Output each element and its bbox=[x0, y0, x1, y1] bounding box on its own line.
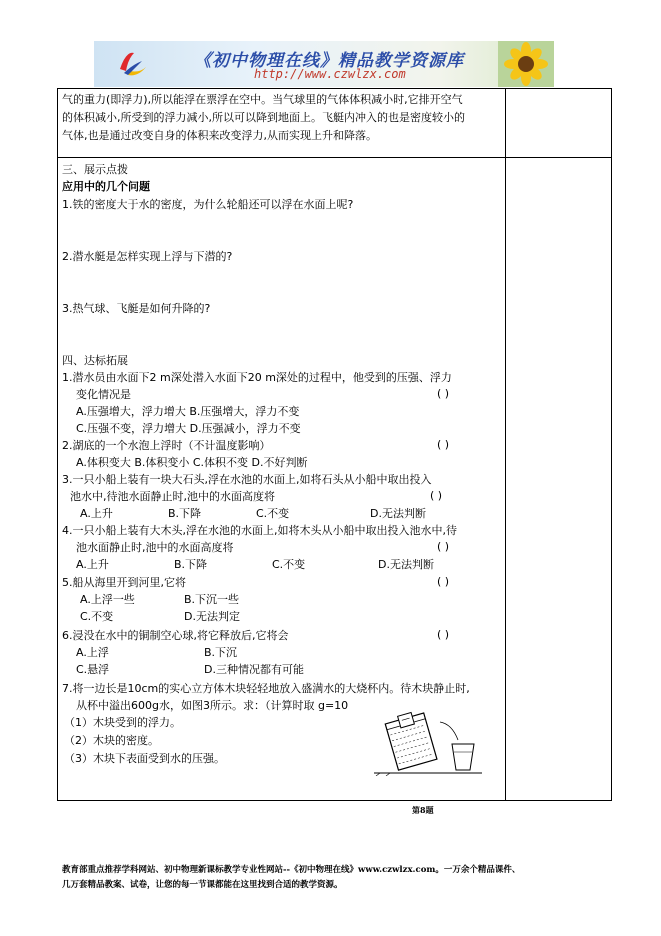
problem-1-options: C.压强不变，浮力增大 D.压强减小，浮力不变 bbox=[76, 422, 301, 435]
problem-4-text: 池水面静止时,池中的水面高度将 bbox=[76, 541, 234, 554]
intro-line: 气的重力(即浮力),所以能浮在票浮在空中。当气球里的气体体积减小时,它排开空气 bbox=[62, 93, 463, 106]
problem-7-subquestion: （3）木块下表面受到水的压强。 bbox=[64, 752, 225, 765]
problem-7-text: 7.将一边长是10cm的实心立方体木块轻轻地放入盛满水的大烧杯内。待木块静止时, bbox=[62, 682, 470, 695]
question-3: 3.热气球、飞艇是如何升降的? bbox=[62, 302, 211, 315]
section3-heading: 三、展示点拨 bbox=[62, 163, 128, 176]
beaker-figure bbox=[370, 700, 490, 776]
intro-line: 的体积减小,所受到的浮力减小,所以可以降到地面上。飞艇内冲入的也是密度较小的 bbox=[62, 111, 465, 124]
intro-line: 气体,也是通过改变自身的体积来改变浮力,从而实现上升和降落。 bbox=[62, 129, 377, 142]
answer-blank: ( ) bbox=[437, 438, 450, 451]
option-a: A.上浮 bbox=[76, 646, 109, 659]
section3-subheading: 应用中的几个问题 bbox=[62, 180, 150, 193]
section4-heading: 四、达标拓展 bbox=[62, 354, 128, 367]
column-divider bbox=[505, 88, 506, 801]
sunflower-icon bbox=[498, 41, 554, 87]
answer-blank: ( ) bbox=[437, 628, 450, 641]
problem-1-text: 1.潜水员由水面下2 m深处潜入水面下20 m深处的过程中，他受到的压强、浮力 bbox=[62, 371, 452, 384]
logo-icon bbox=[116, 47, 150, 81]
header-banner bbox=[94, 41, 554, 87]
question-1: 1.铁的密度大于水的密度，为什么轮船还可以浮在水面上呢? bbox=[62, 198, 354, 211]
problem-6-text: 6.浸没在水中的铜制空心球,将它释放后,它将会 bbox=[62, 629, 289, 642]
problem-1-options: A.压强增大，浮力增大 B.压强增大，浮力不变 bbox=[76, 405, 300, 418]
option-a: A.上升 bbox=[80, 507, 113, 520]
answer-blank: ( ) bbox=[437, 540, 450, 553]
option-c: C.不变 bbox=[256, 507, 290, 520]
banner-url[interactable]: http://www.czwlzx.com bbox=[254, 67, 406, 81]
problem-2-text: 2.湖底的一个水泡上浮时（不计温度影响） bbox=[62, 439, 271, 452]
problem-2-options: A.体积变大 B.体积变小 C.体积不变 D.不好判断 bbox=[76, 456, 308, 469]
option-c: C.悬浮 bbox=[76, 663, 110, 676]
answer-blank: ( ) bbox=[437, 575, 450, 588]
option-d: D.无法判断 bbox=[370, 507, 426, 520]
problem-7-text: 从杯中溢出600g水，如图3所示。求：（计算时取 g=10 bbox=[76, 699, 349, 712]
problem-7-subquestion: （2）木块的密度。 bbox=[64, 734, 159, 747]
option-a: A.上升 bbox=[76, 558, 109, 571]
footer-line: 几万套精品教案、试卷，让您的每一节课都能在这里找到合适的教学资源。 bbox=[62, 880, 343, 890]
option-b: B.下沉一些 bbox=[184, 593, 240, 606]
problem-4-text: 4.一只小船上装有大木头,浮在水池的水面上,如将木头从小船中取出投入池水中,待 bbox=[62, 524, 457, 537]
option-d: D.无法判断 bbox=[378, 558, 434, 571]
option-b: B.下降 bbox=[168, 507, 202, 520]
problem-1-text: 变化情况是 bbox=[76, 388, 131, 401]
problem-5-text: 5.船从海里开到河里,它将 bbox=[62, 576, 186, 589]
footer-line: 教育部重点推荐学科网站、初中物理新课标教学专业性网站--《初中物理在线》www.czwlzx.com。一万余个精品课件、 bbox=[62, 865, 521, 875]
banner-title: 《初中物理在线》精品教学资源库 bbox=[194, 51, 464, 71]
problem-3-text: 池水中,待池水面静止时,池中的水面高度将 bbox=[70, 490, 275, 503]
option-d: D.无法判定 bbox=[184, 610, 240, 623]
option-a: A.上浮一些 bbox=[80, 593, 135, 606]
problem-3-text: 3.一只小船上装有一块大石头,浮在水池的水面上,如将石头从小船中取出投入 bbox=[62, 473, 432, 486]
answer-blank: ( ) bbox=[437, 387, 450, 400]
option-d: D.三种情况都有可能 bbox=[204, 663, 304, 676]
figure-caption: 第8题 bbox=[412, 805, 434, 815]
option-b: B.下沉 bbox=[204, 646, 238, 659]
option-b: B.下降 bbox=[174, 558, 208, 571]
question-2: 2.潜水艇是怎样实现上浮与下潜的? bbox=[62, 250, 233, 263]
option-c: C.不变 bbox=[272, 558, 306, 571]
option-c: C.不变 bbox=[80, 610, 114, 623]
row-divider bbox=[57, 157, 612, 158]
problem-7-subquestion: （1）木块受到的浮力。 bbox=[64, 716, 181, 729]
answer-blank: ( ) bbox=[430, 489, 443, 502]
